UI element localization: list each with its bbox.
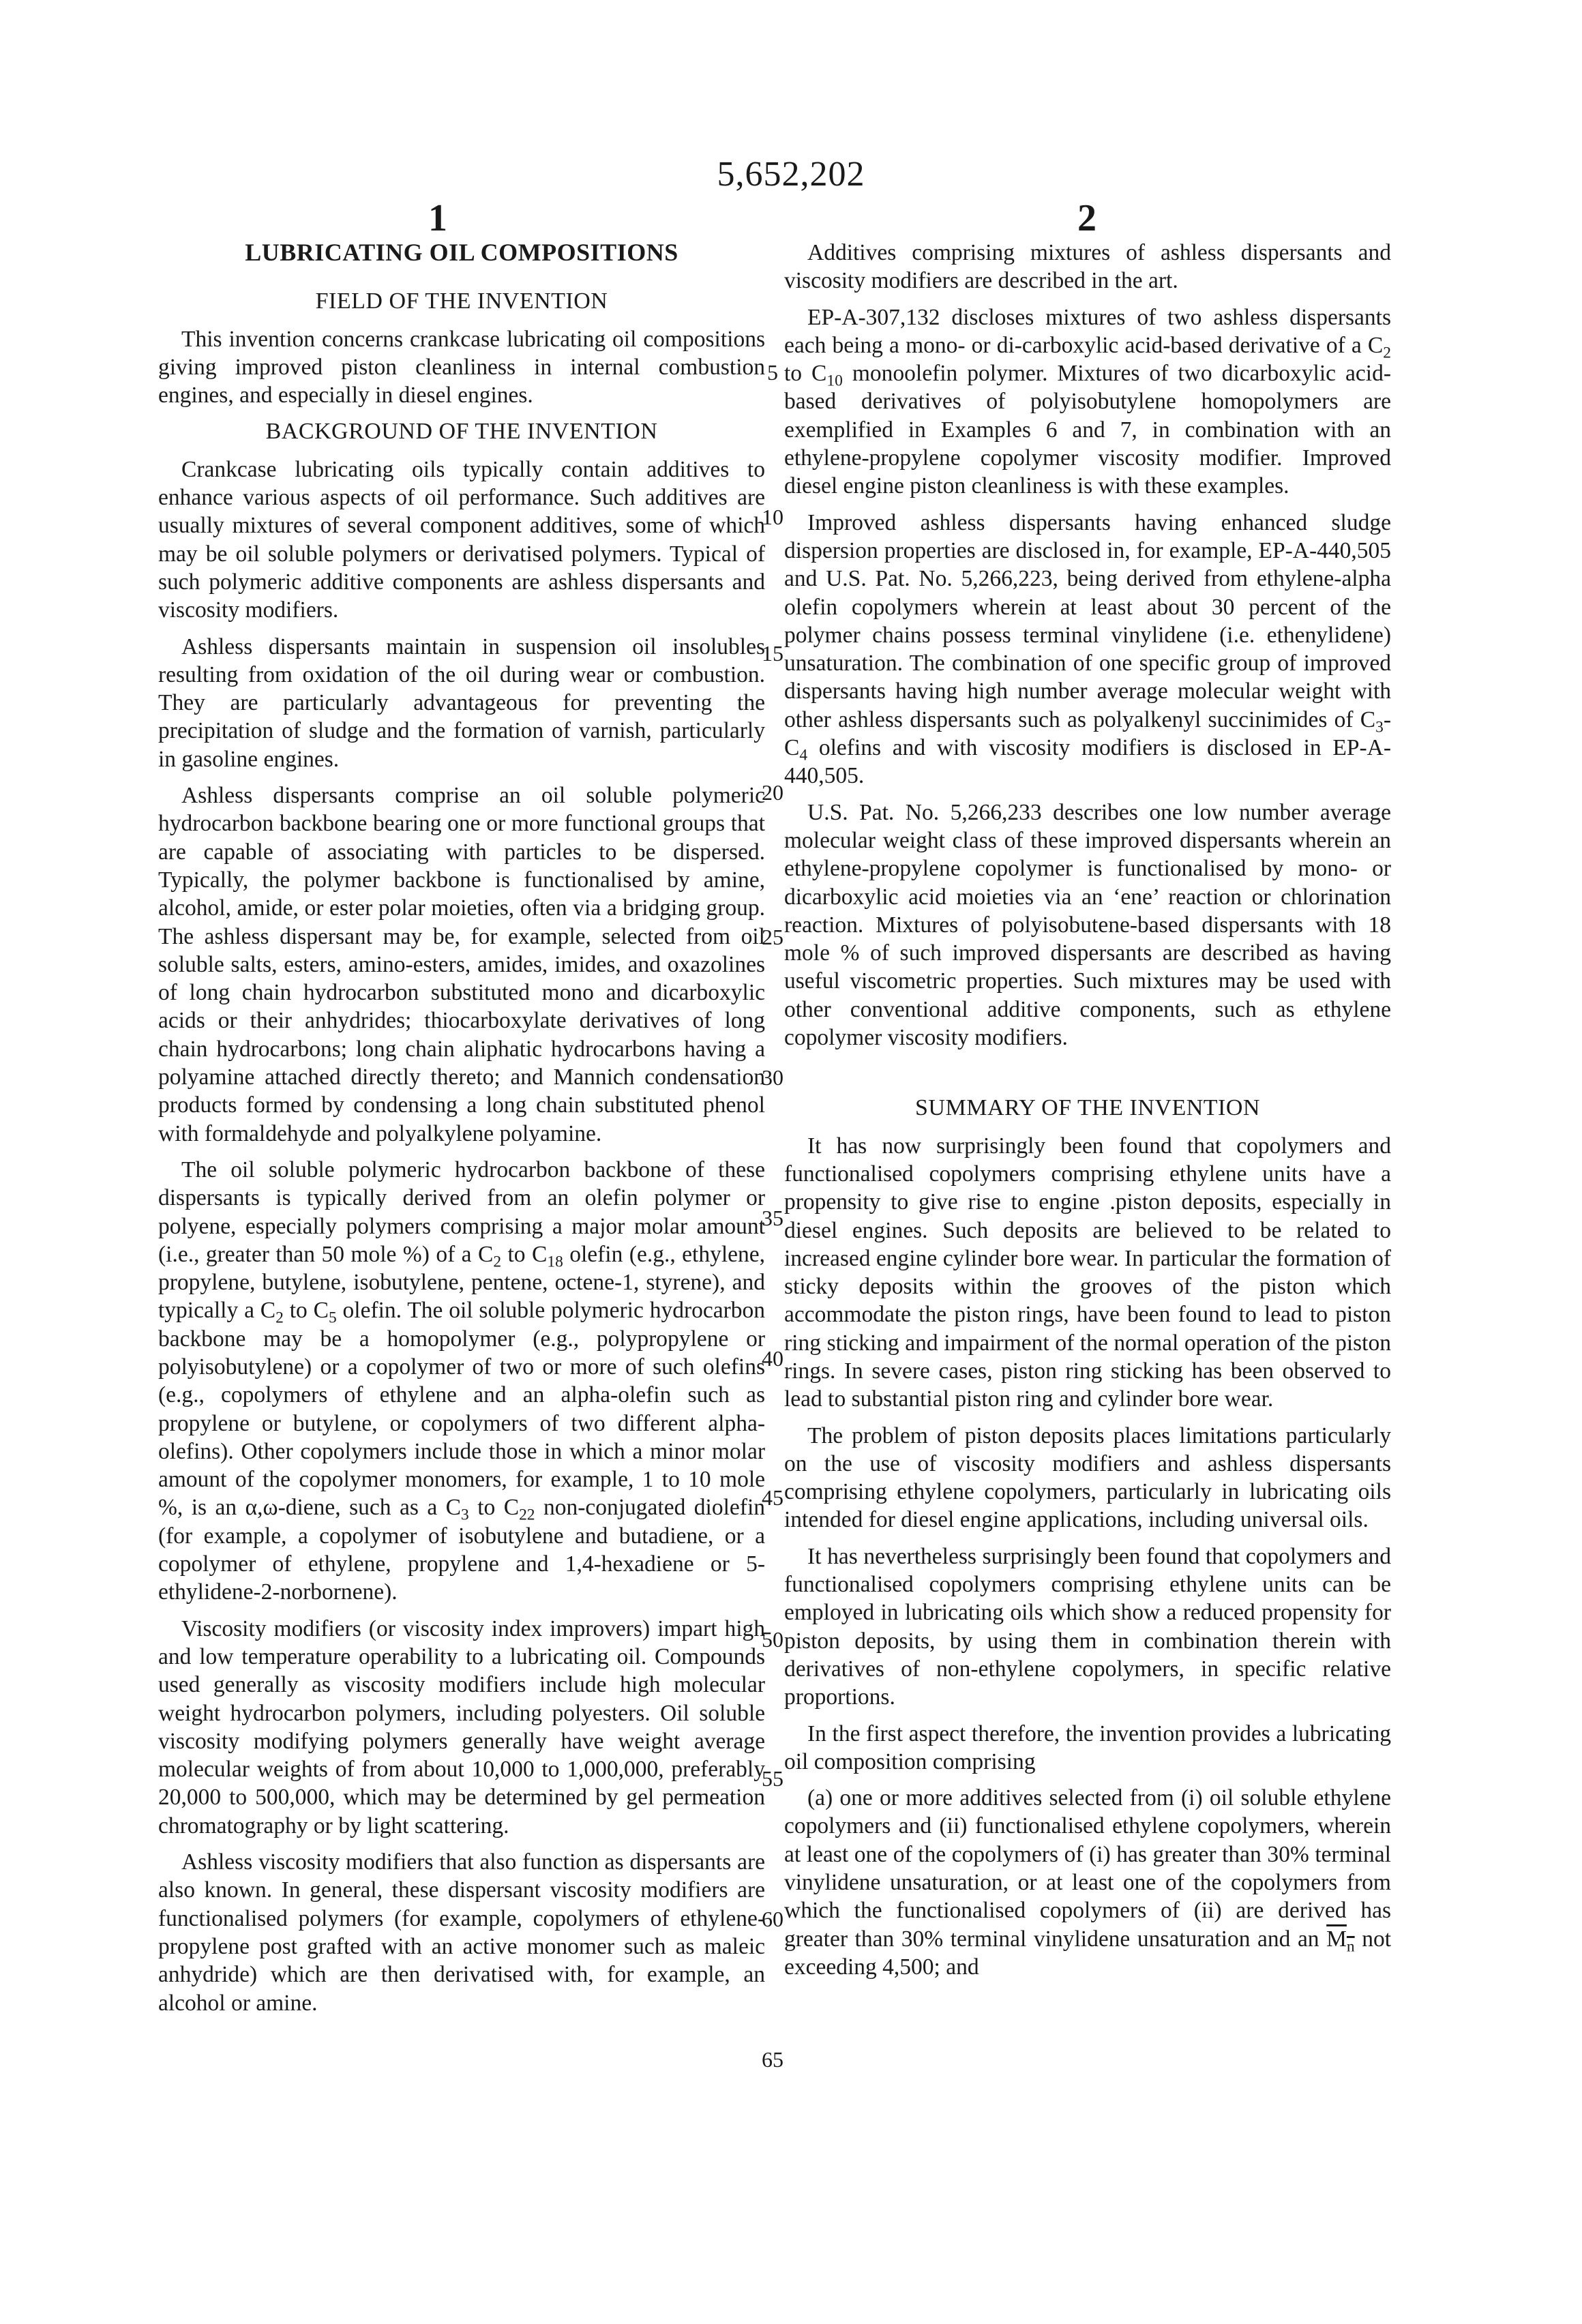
left-paragraph-1: This invention concerns crankcase lubricating oil compositions giving improved piston cleanliness in internal combustion engines, and especially in diesel engines. [158,325,765,410]
right-paragraph-7: It has nevertheless surprisingly been found that copolymers and functionalised copolymers comprising ethylene units can be employed in lubricating oils which show a reduced propensity for piston deposits, by using them in combination therein with derivatives of non-ethylene copolymers, in specific relative proportions. [784,1543,1391,1712]
heading-field: FIELD OF THE INVENTION [158,287,765,315]
line-number: 10 [756,505,790,530]
line-number: 15 [756,641,790,666]
heading-background: BACKGROUND OF THE INVENTION [158,417,765,445]
line-number: 45 [756,1485,790,1510]
document-title: LUBRICATING OIL COMPOSITIONS [158,239,765,267]
mn-symbol: Mn [1326,1926,1355,1952]
line-number: 40 [756,1346,790,1371]
column-number-right: 2 [1077,196,1096,240]
right-paragraph-3: Improved ashless dispersants having enhanced sludge dispersion properties are disclosed in, for example, EP-A-440,505 and U.S. Pat. No. 5,266,223, being derived from ethylene-alpha olefin copolymers wherein at least about 30 percent of the polymer chains possess terminal vinylidene (i.e. ethenylidene) unsaturation. The combination of one specific group of improved dispersants having high number average molecular weight with other ashless dispersants such as polyalkenyl succinimides of C3-C4 olefins and with viscosity modifiers is disclosed in EP-A-440,505. [784,509,1391,790]
left-column [158,239,765,2025]
left-paragraph-6: Viscosity modifiers (or viscosity index improvers) impart high and low temperature operability to a lubricating oil. Compounds used generally as viscosity modifiers include high molecular weight hydrocarbon polymers, including polyesters. Oil soluble viscosity modifying polymers generally have weight average molecular weights of from about 10,000 to 1,000,000, preferably 20,000 to 500,000, which may be determined by gel permeation chromatography or by light scattering. [158,1615,765,1840]
line-number: 20 [756,780,790,805]
right-paragraph-4: U.S. Pat. No. 5,266,233 describes one low number average molecular weight class of these improved dispersants wherein an ethylene-propylene copolymer is functionalised by mono- or dicarboxylic acid moieties via an ‘ene’ reaction or chlorination reaction. Mixtures of polyisobutene-based dispersants with 18 mole % of such improved dispersants are described as having useful viscometric properties. Such mixtures may be used with other conventional additive components, such as ethylene copolymer viscosity modifiers. [784,799,1391,1052]
line-number: 30 [756,1065,790,1090]
line-number: 55 [756,1766,790,1791]
right-paragraph-9: (a) one or more additives selected from (i) oil soluble ethylene copolymers and (ii) functionalised ethylene copolymers, wherein at least one of the copolymers of (i) has greater than 30% terminal vinylidene unsaturation, or at least one of the copolymers from which the functionalised copolymers of (ii) are derived has greater than 30% terminal vinylidene unsaturation and an Mn not exceeding 4,500; and [784,1784,1391,1981]
left-paragraph-3: Ashless dispersants maintain in suspension oil insolubles resulting from oxidation of the oil during wear or combustion. They are particularly advantageous for preventing the precipitation of sludge and the formation of varnish, particularly in gasoline engines. [158,633,765,773]
left-paragraph-4: Ashless dispersants comprise an oil soluble polymeric hydrocarbon backbone bearing one or more functional groups that are capable of associating with particles to be dispersed. Typically, the polymer backbone is functionalised by amine, alcohol, amide, or ester polar moieties, often via a bridging group. The ashless dispersant may be, for example, selected from oil soluble salts, esters, amino-esters, amides, imides, and oxazolines of long chain hydrocarbon substituted mono and dicarboxylic acids or their anhydrides; thiocarboxylate derivatives of long chain hydrocarbons; long chain aliphatic hydrocarbons having a polyamine attached directly thereto; and Mannich condensation products formed by condensing a long chain substituted phenol with formaldehyde and polyalkylene polyamine. [158,781,765,1148]
right-paragraph-2: EP-A-307,132 discloses mixtures of two ashless dispersants each being a mono- or di-carboxylic acid-based derivative of a C2 to C10 monoolefin polymer. Mixtures of two dicarboxylic acid-based derivatives of polyisobutylene homopolymers are exemplified in Examples 6 and 7, in combination with an ethylene-propylene copolymer viscosity modifier. Improved diesel engine piston cleanliness is with these examples. [784,303,1391,501]
patent-number: 5,652,202 [0,154,1582,194]
left-paragraph-2: Crankcase lubricating oils typically contain additives to enhance various aspects of oil performance. Such additives are usually mixtures of several component additives, some of which may be oil soluble polymers or derivatised polymers. Typical of such polymeric additive components are ashless dispersants and viscosity modifiers. [158,456,765,625]
right-paragraph-8: In the first aspect therefore, the invention provides a lubricating oil composition comprising [784,1720,1391,1776]
line-number: 50 [756,1627,790,1652]
right-paragraph-6: The problem of piston deposits places limitations particularly on the use of viscosity modifiers and ashless dispersants comprising ethylene copolymers, particularly in lubricating oils intended for diesel engine applications, including universal oils. [784,1422,1391,1534]
right-paragraph-1: Additives comprising mixtures of ashless dispersants and viscosity modifiers are described in the art. [784,239,1391,295]
left-paragraph-5: The oil soluble polymeric hydrocarbon backbone of these dispersants is typically derived from an olefin polymer or polyene, especially polymers comprising a major molar amount (i.e., greater than 50 mole %) of a C2 to C18 olefin (e.g., ethylene, propylene, butylene, isobutylene, pentene, octene-1, styrene), and typically a C2 to C5 olefin. The oil soluble polymeric hydrocarbon backbone may be a homopolymer (e.g., polypropylene or polyisobutylene) or a copolymer of two or more of such olefins (e.g., copolymers of ethylene and an alpha-olefin such as propylene or butylene, or copolymers of two different alpha-olefins). Other copolymers include those in which a minor molar amount of the copolymer monomers, for example, 1 to 10 mole %, is an α,ω-diene, such as a C3 to C22 non-conjugated diolefin (for example, a copolymer of isobutylene and butadiene, or a copolymer of ethylene, propylene and 1,4-hexadiene or 5-ethylidene-2-norbornene). [158,1156,765,1607]
line-number: 65 [756,2047,790,2072]
right-paragraph-5: It has now surprisingly been found that copolymers and functionalised copolymers comprising ethylene units have a propensity to give rise to engine .piston deposits, especially in diesel engines. Such deposits are believed to be related to increased engine cylinder bore wear. In particular the formation of sticky deposits within the grooves of the piston which accommodate the piston rings, have been found to lead to piston ring sticking and impairment of the normal operation of the piston rings. In severe cases, piston ring sticking has been observed to lead to substantial piston ring and cylinder bore wear. [784,1132,1391,1414]
right-column [784,239,1391,1989]
heading-summary: SUMMARY OF THE INVENTION [784,1094,1391,1122]
line-number: 5 [756,360,790,385]
column-number-left: 1 [428,196,447,240]
line-number: 60 [756,1907,790,1932]
line-number: 35 [756,1206,790,1231]
left-paragraph-7: Ashless viscosity modifiers that also function as dispersants are also known. In general, these dispersant viscosity modifiers are functionalised polymers (for example, copolymers of ethylene-propylene post grafted with an active monomer such as maleic anhydride) which are then derivatised with, for example, an alcohol or amine. [158,1848,765,2017]
line-number: 25 [756,925,790,950]
